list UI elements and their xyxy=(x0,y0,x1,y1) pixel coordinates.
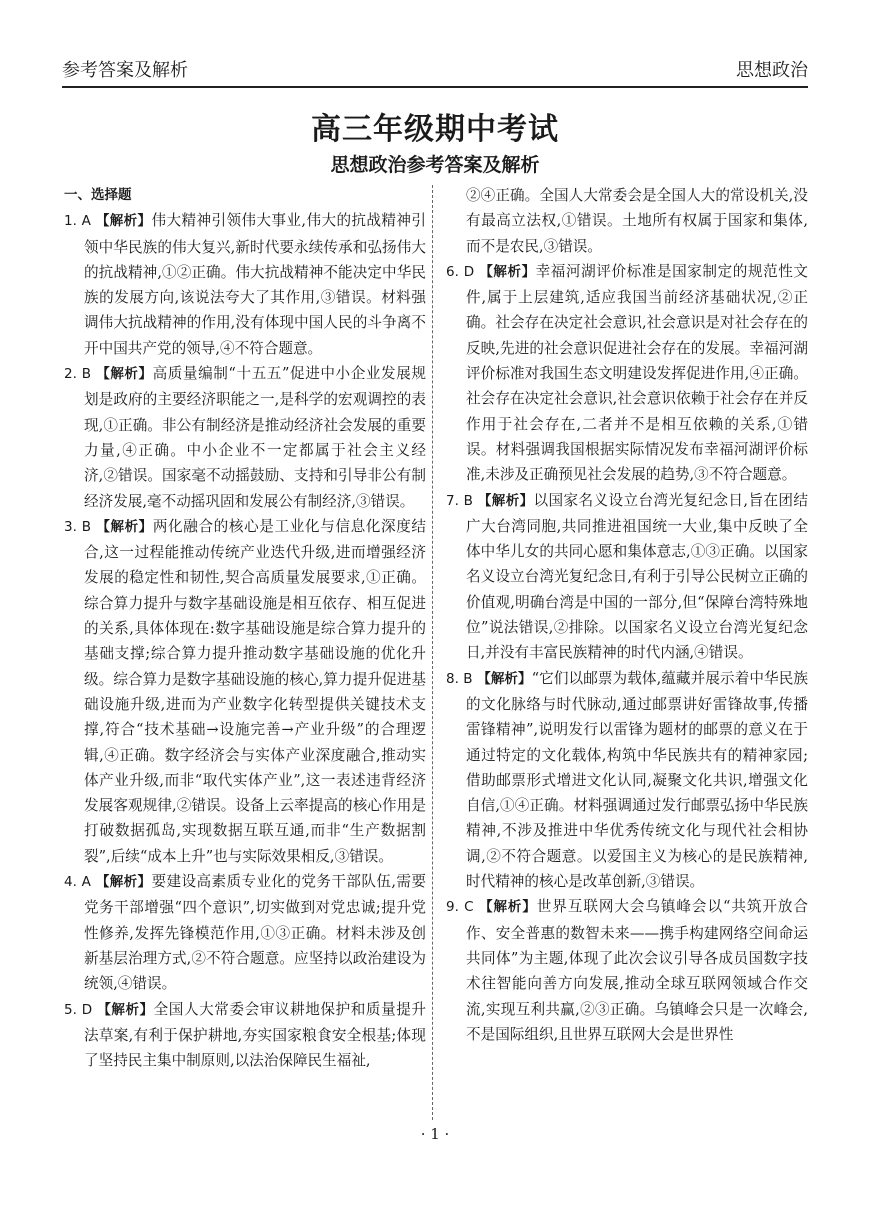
answer-number: 3. B xyxy=(64,518,92,535)
answer-item xyxy=(64,869,426,996)
analysis-tag: 【解析】 xyxy=(95,874,152,891)
analysis-tag: 【解析】 xyxy=(97,1001,154,1018)
answer-item xyxy=(64,361,426,514)
page-subtitle: 思想政治参考答案及解析 xyxy=(330,154,540,176)
header-right: 思想政治 xyxy=(736,60,808,81)
section-label: 一、选择题 xyxy=(64,187,132,203)
left-column xyxy=(64,183,426,1073)
answer-text: 两化融合的核心是工业化与信息化深度结合,这一过程能推动传统产业迭代升级,进而增强经济发展的稳定性和韧性,契合高质量发展要求,①正确。综合算力提升与数字基础设施是相互依存、相互促进的关系,具体体现在:数字基础设施是综合算力提升的基础支撑;综合算力提升推动数字基础设施的优化升级。综合算力是数字基础设施的核心,算力提升促进基础设施升级,进而为产业数字化转型提供关键技术支撑,符合“技术基础→设施完善→产业升级”的合理逻辑,④正确。数字经济会与实体产业深度融合,推动实体产业升级,而非“取代实体产业”,这一表述违背经济发展客观规律,②错误。设备上云率提高的核心作用是打破数据孤岛,实现数据互联互通,而非“生产数据割裂”,后续“成本上升”也与实际效果相反,③错误。 xyxy=(84,517,427,865)
header-left: 参考答案及解析 xyxy=(62,60,188,81)
answer-number: 5. D xyxy=(64,1001,93,1018)
answer-text: 要建设高素质专业化的党务干部队伍,需要党务干部增强“四个意识”,切实做到对党忠诚;提升党性修养,发挥先锋模范作用,①③正确。材料未涉及创新基层治理方式,②不符合题意。应坚持以政治建设为统领,④错误。 xyxy=(84,873,427,993)
answer-number: 4. A xyxy=(64,874,91,891)
answer-item xyxy=(64,208,426,361)
answer-text: 伟大精神引领伟大事业,伟大的抗战精神引领中华民族的伟大复兴,新时代要永续传承和弘扬伟大的抗战精神,①②正确。伟大抗战精神不能决定中华民族的发展方向,该说法夸大了其作用,③错误。材料强调伟大抗战精神的作用,没有体现中国人民的斗争离不开中国共产党的领导,④不符合题意。 xyxy=(84,212,427,357)
answer-text: 幸福河湖评价标准是国家制定的规范性文件,属于上层建筑,适应我国当前经济基础状况,②正确。社会存在决定社会意识,社会意识是对社会存在的反映,先进的社会意识促进社会存在的发展。幸福河湖评价标准对我国生态文明建设发挥促进作用,④正确。社会存在决定社会意识,社会意识依赖于社会存在并反作用于社会存在,二者并不是相互依赖的关系,①错误。材料强调我国根据实际情况发布幸福河湖评价标准,未涉及正确预见社会发展的趋势,③不符合题意。 xyxy=(466,262,808,484)
answer-item xyxy=(64,514,426,869)
answer-text: 世界互联网大会乌镇峰会以“共筑开放合作、安全普惠的数智未来——携手构建网络空间命运共同体”为主题,体现了此次会议引导各成员国数字技术往智能向善方向发展,推动全球互联网领域合作交流,实现互利共赢,②③正确。乌镇峰会只是一次峰会,不是国际组织,且世界互联网大会是世界性 xyxy=(466,898,808,1043)
answer-number: 2. B xyxy=(64,366,92,383)
answer-number: 9. C xyxy=(446,899,474,916)
answer-item xyxy=(446,488,808,666)
right-column xyxy=(446,183,808,1047)
answer-item xyxy=(446,894,808,1047)
continued-text: ②④正确。全国人大常委会是全国人大的常设机关,没有最高立法权,①错误。土地所有权属于国家和集体,而不是农民,③错误。 xyxy=(466,187,808,255)
answer-item xyxy=(64,997,426,1074)
answer-number: 7. B xyxy=(446,492,473,509)
answer-text: “它们以邮票为载体,蕴藏并展示着中华民族的文化脉络与时代脉动,通过邮票讲好雷锋故事,传播雷锋精神”,说明发行以雷锋为题材的邮票的意义在于通过特定的文化载体,构筑中华民族共有的精神家园;借助邮票形式增进文化认同,凝聚文化共识,增强文化自信,①④正确。材料强调通过发行邮票弘扬中华民族精神,不涉及推进中华优秀传统文化与现代社会相协调,②不符合题意。以爱国主义为核心的是民族精神,时代精神的核心是改革创新,③错误。 xyxy=(466,669,809,891)
answer-number: 6. D xyxy=(446,263,475,280)
page-header xyxy=(62,52,808,88)
column-divider xyxy=(432,185,433,1120)
page-title: 高三年级期中考试 xyxy=(311,112,559,147)
answer-text: 全国人大常委会审议耕地保护和质量提升法草案,有利于保护耕地,夯实国家粮食安全根基;体现了坚持民主集中制原则,以法治保障民生福祉, xyxy=(84,1000,426,1070)
analysis-tag: 【解析】 xyxy=(96,366,153,383)
analysis-tag: 【解析】 xyxy=(95,213,152,230)
answer-number: 8. B xyxy=(446,670,473,687)
analysis-tag: 【解析】 xyxy=(477,492,534,509)
answer-text: 以国家名义设立台湾光复纪念日,旨在团结广大台湾同胞,共同推进祖国统一大业,集中反映了全体中华儿女的共同心愿和集体意志,①③正确。以国家名义设立台湾光复纪念日,有利于引导公民树立正确的价值观,明确台湾是中国的一部分,但“保障台湾特殊地位”说法错误,②排除。以国家名义设立台湾光复纪念日,并没有丰富民族精神的时代内涵,④错误。 xyxy=(466,491,809,662)
analysis-tag: 【解析】 xyxy=(479,263,536,280)
page-number: · 1 · xyxy=(420,1125,450,1143)
answer-item xyxy=(446,666,808,895)
analysis-tag: 【解析】 xyxy=(96,518,153,535)
answer-item xyxy=(446,259,808,488)
answer-text: 高质量编制“十五五”促进中小企业发展规划是政府的主要经济职能之一,是科学的宏观调控的表现,①正确。非公有制经济是推动经济社会发展的重要力量,④正确。中小企业不一定都属于社会主义经济,②错误。国家毫不动摇鼓励、支持和引导非公有制经济发展,毫不动摇巩固和发展公有制经济,③错误。 xyxy=(84,365,426,510)
answer-number: 1. A xyxy=(64,213,91,230)
analysis-tag: 【解析】 xyxy=(479,899,537,916)
analysis-tag: 【解析】 xyxy=(477,670,532,687)
